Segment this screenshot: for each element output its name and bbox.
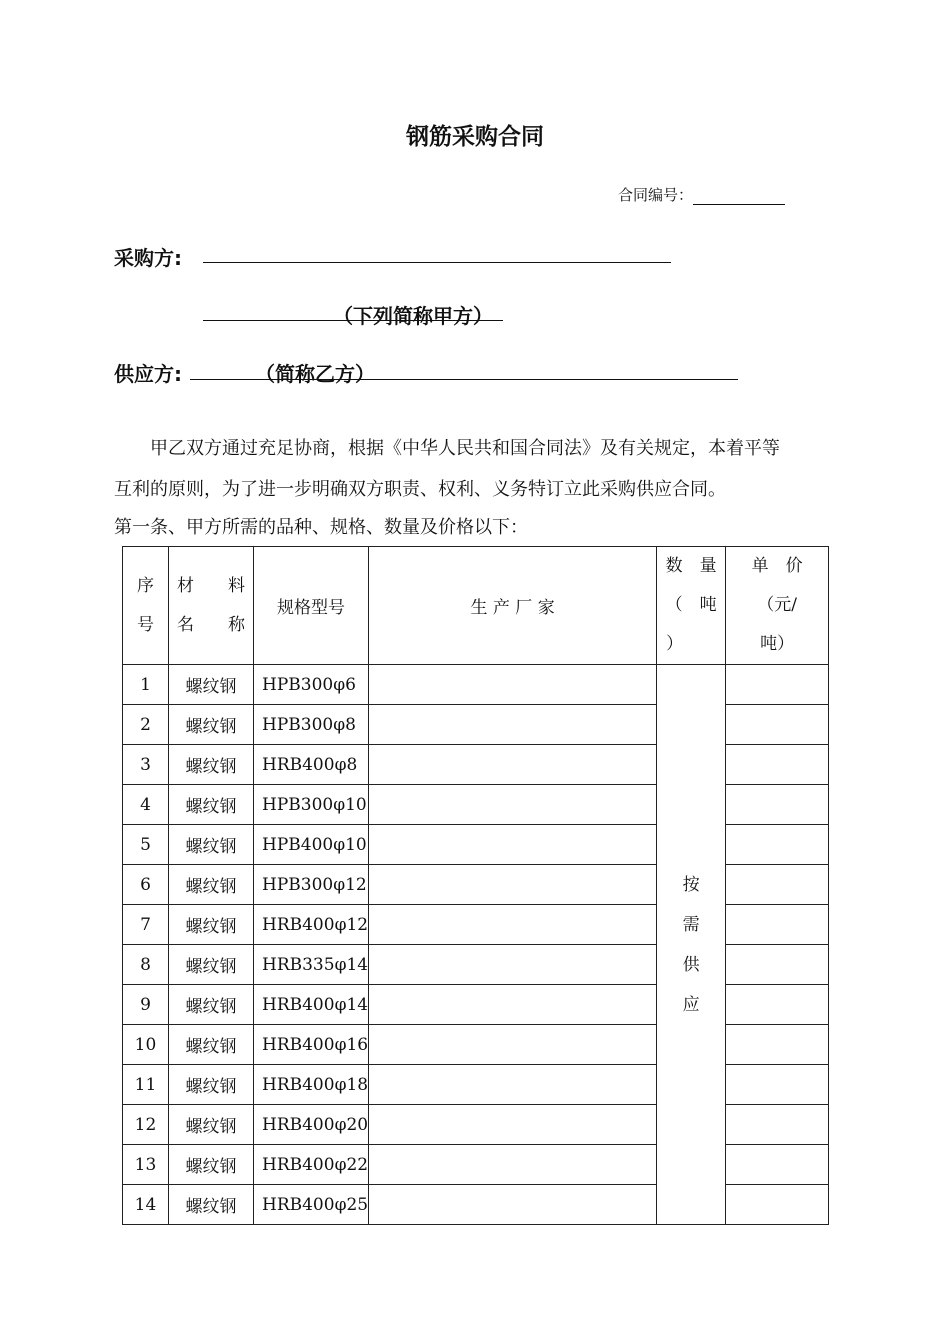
- row-spec: HRB400φ18: [254, 1065, 369, 1105]
- row-material-name: 螺纹钢: [169, 825, 254, 865]
- row-unit-price-cell[interactable]: [726, 825, 829, 865]
- row-no: 3: [123, 745, 169, 785]
- row-material-name: 螺纹钢: [169, 1105, 254, 1145]
- row-spec: HRB400φ8: [254, 745, 369, 785]
- row-unit-price-cell[interactable]: [726, 945, 829, 985]
- row-unit-price-cell[interactable]: [726, 705, 829, 745]
- row-maker-cell[interactable]: [369, 665, 657, 705]
- row-material-name: 螺纹钢: [169, 905, 254, 945]
- buyer-label: 采购方:: [114, 246, 182, 270]
- clause-1: 第一条、甲方所需的品种、规格、数量及价格以下：: [114, 517, 528, 538]
- quantity-note-char: 需: [682, 914, 700, 935]
- header-name: 材 料 名 称: [169, 547, 254, 665]
- row-no: 9: [123, 985, 169, 1025]
- row-maker-cell[interactable]: [369, 745, 657, 785]
- row-unit-price-cell[interactable]: [726, 905, 829, 945]
- quantity-note-cell: [657, 665, 726, 1225]
- document-title: 钢筋采购合同: [406, 124, 544, 150]
- row-no: 13: [123, 1145, 169, 1185]
- row-material-name: 螺纹钢: [169, 665, 254, 705]
- header-maker: 生 产 厂 家: [369, 547, 657, 665]
- row-material-name: 螺纹钢: [169, 1145, 254, 1185]
- row-no: 1: [123, 665, 169, 705]
- row-material-name: 螺纹钢: [169, 1065, 254, 1105]
- row-material-name: 螺纹钢: [169, 985, 254, 1025]
- row-unit-price-cell[interactable]: [726, 785, 829, 825]
- buyer-name-blank[interactable]: [203, 262, 671, 263]
- table-header-row: [123, 547, 829, 665]
- row-material-name: 螺纹钢: [169, 1025, 254, 1065]
- buyer-alias: （下列简称甲方）: [333, 304, 493, 328]
- row-material-name: 螺纹钢: [169, 865, 254, 905]
- row-no: 10: [123, 1025, 169, 1065]
- row-spec: HRB400φ16: [254, 1025, 369, 1065]
- row-spec: HPB300φ6: [254, 665, 369, 705]
- row-no: 12: [123, 1105, 169, 1145]
- row-material-name: 螺纹钢: [169, 945, 254, 985]
- row-maker-cell[interactable]: [369, 1065, 657, 1105]
- intro-line-2: 互利的原则，为了进一步明确双方职责、权利、义务特订立此采购供应合同。: [114, 479, 726, 500]
- row-maker-cell[interactable]: [369, 1025, 657, 1065]
- table-row: [123, 665, 829, 705]
- supplier-label: 供应方:: [114, 362, 182, 386]
- row-spec: HRB335φ14: [254, 945, 369, 985]
- row-unit-price-cell[interactable]: [726, 665, 829, 705]
- row-no: 6: [123, 865, 169, 905]
- row-spec: HRB400φ25: [254, 1185, 369, 1225]
- contract-number-label: 合同编号：: [618, 186, 694, 204]
- row-unit-price-cell[interactable]: [726, 745, 829, 785]
- row-maker-cell[interactable]: [369, 785, 657, 825]
- row-maker-cell[interactable]: [369, 705, 657, 745]
- row-no: 4: [123, 785, 169, 825]
- row-spec: HRB400φ14: [254, 985, 369, 1025]
- row-unit-price-cell[interactable]: [726, 1105, 829, 1145]
- contract-number-blank[interactable]: [693, 190, 785, 205]
- quantity-note-char: 按: [682, 874, 700, 895]
- row-unit-price-cell[interactable]: [726, 1025, 829, 1065]
- contract-number: [618, 184, 785, 205]
- header-spec: 规格型号: [254, 547, 369, 665]
- row-maker-cell[interactable]: [369, 1145, 657, 1185]
- row-maker-cell[interactable]: [369, 1185, 657, 1225]
- header-no: 序 号: [123, 547, 169, 665]
- row-no: 14: [123, 1185, 169, 1225]
- row-material-name: 螺纹钢: [169, 785, 254, 825]
- row-maker-cell[interactable]: [369, 1105, 657, 1145]
- row-spec: HPB300φ12: [254, 865, 369, 905]
- row-unit-price-cell[interactable]: [726, 1185, 829, 1225]
- row-material-name: 螺纹钢: [169, 745, 254, 785]
- supplier-alias: （简称乙方）: [255, 362, 375, 386]
- row-maker-cell[interactable]: [369, 825, 657, 865]
- row-maker-cell[interactable]: [369, 945, 657, 985]
- row-unit-price-cell[interactable]: [726, 1065, 829, 1105]
- row-maker-cell[interactable]: [369, 865, 657, 905]
- row-spec: HRB400φ20: [254, 1105, 369, 1145]
- row-material-name: 螺纹钢: [169, 705, 254, 745]
- row-unit-price-cell[interactable]: [726, 1145, 829, 1185]
- row-no: 11: [123, 1065, 169, 1105]
- row-spec: HRB400φ12: [254, 905, 369, 945]
- row-no: 7: [123, 905, 169, 945]
- row-no: 8: [123, 945, 169, 985]
- row-no: 2: [123, 705, 169, 745]
- quantity-note-char: 应: [682, 994, 700, 1015]
- header-quantity: 数 量 （ 吨 ）: [657, 547, 726, 665]
- row-unit-price-cell[interactable]: [726, 985, 829, 1025]
- header-unit-price: 单 价 （元/ 吨）: [726, 547, 829, 665]
- row-spec: HPB300φ8: [254, 705, 369, 745]
- row-spec: HPB400φ10: [254, 825, 369, 865]
- row-maker-cell[interactable]: [369, 985, 657, 1025]
- row-no: 5: [123, 825, 169, 865]
- row-spec: HPB300φ10: [254, 785, 369, 825]
- intro-line-1: 甲乙双方通过充足协商，根据《中华人民共和国合同法》及有关规定，本着平等: [150, 438, 780, 459]
- row-material-name: 螺纹钢: [169, 1185, 254, 1225]
- quantity-note-char: 供: [682, 954, 700, 975]
- material-table: [122, 546, 829, 1225]
- row-spec: HRB400φ22: [254, 1145, 369, 1185]
- row-unit-price-cell[interactable]: [726, 865, 829, 905]
- row-maker-cell[interactable]: [369, 905, 657, 945]
